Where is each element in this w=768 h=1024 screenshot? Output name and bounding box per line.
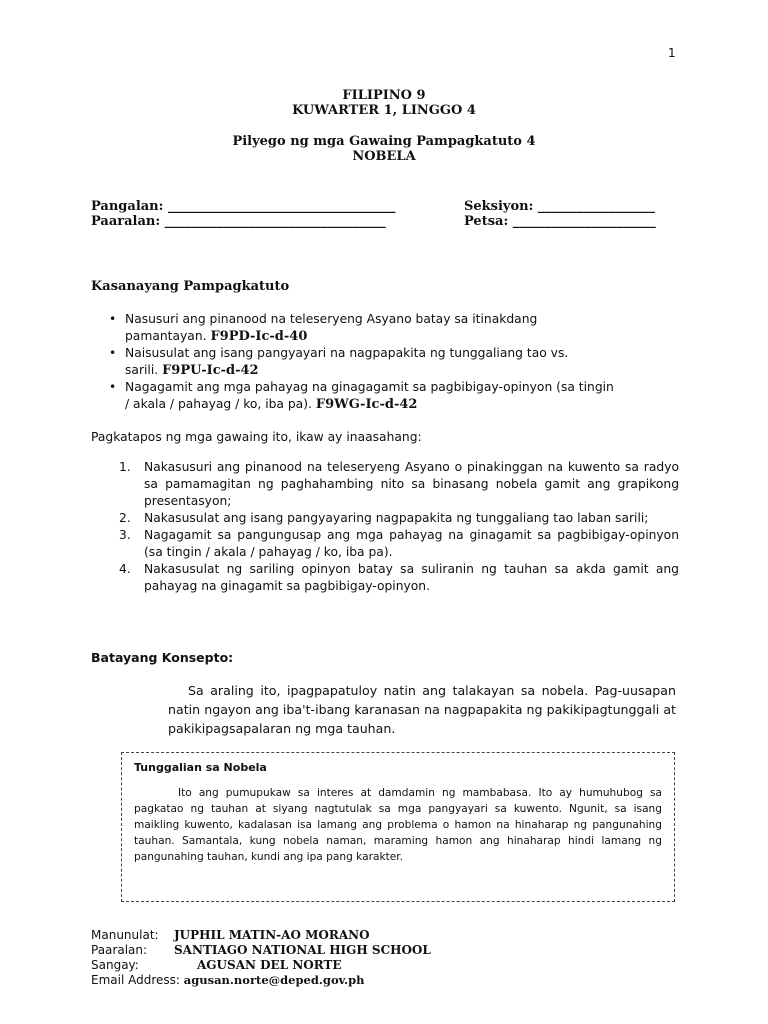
kasanayan-heading: Kasanayang Pampagkatuto — [91, 279, 290, 294]
list-item: 2. Nakasusulat ang isang pangyayaring nagpapakita ng tunggaliang tao laban sarili; — [119, 511, 649, 525]
list-item: • Nasusuri ang pinanood na teleseryeng Asyano batay sa itinakdang pamantayan. F9PD-Ic-d-40 — [109, 312, 538, 344]
batayang-konsepto-heading: Batayang Konsepto: — [91, 650, 234, 665]
tunggalian-box — [121, 752, 675, 902]
box-title: Tunggalian sa Nobela — [134, 761, 267, 774]
list-item: 4. Nakasusulat ng sariling opinyon batay sa suliranin ng tauhan sa akda gamit ang pahayag na ginagamit sa pagbibigay-opinyon. — [119, 562, 679, 593]
petsa-field: Petsa: ______________________ — [464, 214, 656, 229]
list-item: • Nagagamit ang mga pahayag na ginagagamit sa pagbibigay-opinyon (sa tingin / akala / pahayag / ko, iba pa). F9WG-Ic-d-42 — [109, 380, 614, 412]
pangalan-field: Pangalan: ___________________________________ — [91, 199, 396, 214]
bullet-icon: • — [109, 346, 117, 360]
footer-email: Email Address: agusan.norte@deped.gov.ph — [91, 973, 365, 987]
paaralan-field: Paaralan: __________________________________ — [91, 214, 386, 229]
topic-title: NOBELA — [352, 149, 416, 164]
footer-manunulat: Manunulat: JUPHIL MATIN-AO MORANO — [91, 928, 370, 942]
list-item: 1. Nakasusuri ang pinanood na teleseryeng Asyano o pinakinggan na kuwento sa radyo sa pamamagitan ng paghahambing nito sa binasang nobela gamit ang grapikong presentasyon; — [119, 460, 679, 508]
list-item: • Naisusulat ang isang pangyayari na nagpapakita ng tunggaliang tao vs. sarili. F9PU-Ic-d-42 — [109, 346, 569, 378]
seksiyon-field: Seksiyon: __________________ — [464, 199, 655, 214]
bullet-icon: • — [109, 312, 117, 326]
competency-code: F9PD-Ic-d-40 — [210, 329, 308, 344]
competency-code: F9PU-Ic-d-42 — [162, 363, 259, 378]
layunin-list — [91, 459, 679, 595]
footer-sangay: Sangay: AGUSAN DEL NORTE — [91, 958, 342, 972]
worksheet-title: Pilyego ng mga Gawaing Pampagkatuto 4 — [232, 134, 536, 149]
layunin-intro: Pagkatapos ng mga gawaing ito, ikaw ay inaasahang: — [91, 430, 422, 444]
footer-paaralan: Paaralan: SANTIAGO NATIONAL HIGH SCHOOL — [91, 943, 431, 957]
box-text: Ito ang pumupukaw sa interes at damdamin ng mambabasa. Ito ay humuhubog sa pagkatao ng tauhan at siyang nagtutulak sa mga pangyayari sa kuwento. Ngunit, sa isang maikling kuwento, kadalasan isa lamang ang problema o hamon na hinaharap ng pangunahing tauhan. Samantala, kung nobela naman, maraming hamon ang hinaharap hindi lamang ng pangunahing tauhan, kundi ang ipa pang karakter. — [134, 787, 662, 863]
list-item: 3. Nagagamit sa pangungusap ang mga pahayag na ginagamit sa pagbibigay-opinyon (sa tingin / akala / pahayag / ko, iba pa). — [119, 528, 679, 559]
batayang-konsepto-paragraph: Sa araling ito, ipagpapatuloy natin ang talakayan sa nobela. Pag-uusapan natin ngayon ang iba't-ibang karanasan na nagpapakita ng pakikipagtunggali at pakikipagsapalaran ng mga tauhan. — [168, 683, 676, 736]
kasanayan-list — [91, 311, 681, 413]
quarter-title: KUWARTER 1, LINGGO 4 — [292, 103, 476, 118]
page-number: 1 — [668, 46, 676, 60]
bullet-icon: • — [109, 380, 117, 394]
subject-title: FILIPINO 9 — [342, 88, 426, 103]
competency-code: F9WG-Ic-d-42 — [315, 397, 418, 412]
